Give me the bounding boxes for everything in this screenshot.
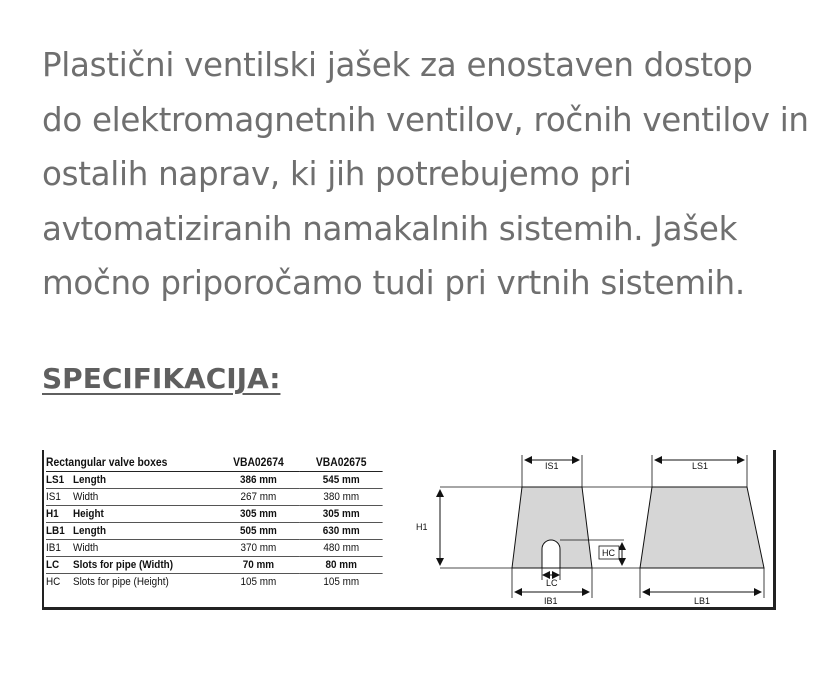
row-value-2: 105 mm: [323, 576, 360, 588]
valve-box-front-view: [640, 487, 764, 568]
description-line: močno priporočamo tudi pri vrtnih sistemih.: [42, 264, 745, 302]
frame-border-left: [42, 450, 44, 610]
row-code: LB1: [46, 523, 73, 540]
pipe-slot: [542, 540, 560, 568]
table-row: [46, 540, 383, 557]
is1-label: IS1: [545, 461, 559, 471]
table-row: [46, 506, 383, 523]
product-description: [42, 38, 809, 311]
table-header-row: [46, 454, 383, 472]
table-header-model-1: VBA02674: [217, 454, 300, 472]
row-value-2: 80 mm: [300, 557, 383, 574]
table-header-model-2: VBA02675: [300, 454, 383, 472]
specification-heading: SPECIFIKACIJA:: [42, 362, 281, 395]
row-value-1: 386 mm: [217, 472, 300, 489]
table-row: [46, 574, 383, 591]
row-name: Width: [73, 489, 217, 506]
row-value-2: 630 mm: [300, 523, 383, 540]
hc-label: HC: [602, 548, 615, 558]
table-row: [46, 489, 383, 506]
row-name: Width: [73, 540, 217, 557]
row-name: Length: [73, 472, 217, 489]
row-value-1: 105 mm: [240, 576, 277, 588]
row-value-1: 305 mm: [217, 506, 300, 523]
row-name: Slots for pipe (Height): [73, 576, 169, 588]
valve-box-diagram: [412, 450, 773, 610]
table-row: [46, 557, 383, 574]
row-name: Length: [73, 523, 217, 540]
specification-figure: [42, 450, 776, 610]
row-value-2: 305 mm: [300, 506, 383, 523]
row-value-2: 480 mm: [300, 540, 383, 557]
frame-border-right: [773, 450, 776, 610]
specification-table: [46, 454, 383, 590]
row-code: IB1: [46, 540, 73, 557]
row-code: HC: [46, 576, 61, 588]
row-value-1: 70 mm: [217, 557, 300, 574]
row-value-2: 380 mm: [300, 489, 383, 506]
h1-label: H1: [416, 522, 428, 532]
row-code: LS1: [46, 472, 73, 489]
table-header-product: Rectangular valve boxes: [46, 454, 217, 472]
ls1-label: LS1: [692, 461, 709, 471]
row-name: Slots for pipe (Width): [73, 557, 217, 574]
row-value-1: 370 mm: [217, 540, 300, 557]
row-name: Height: [73, 506, 217, 523]
row-code: IS1: [46, 489, 73, 506]
description-line: do elektromagnetnih ventilov, ročnih ventilov in: [42, 100, 809, 139]
table-row: [46, 523, 383, 540]
description-line: ostalih naprav, ki jih potrebujemo pri: [42, 155, 632, 193]
ib1-label: IB1: [544, 596, 558, 606]
lc-label: LC: [546, 578, 558, 588]
row-value-1: 505 mm: [217, 523, 300, 540]
row-code: H1: [46, 506, 73, 523]
row-value-2: 545 mm: [300, 472, 383, 489]
row-code: LC: [46, 557, 73, 574]
table-row: [46, 472, 383, 489]
row-value-1: 267 mm: [217, 489, 300, 506]
description-line: avtomatiziranih namakalnih sistemih. Jašek: [42, 209, 738, 248]
lb1-label: LB1: [694, 596, 711, 606]
description-line: Plastični ventilski jašek za enostaven dostop: [42, 46, 753, 84]
